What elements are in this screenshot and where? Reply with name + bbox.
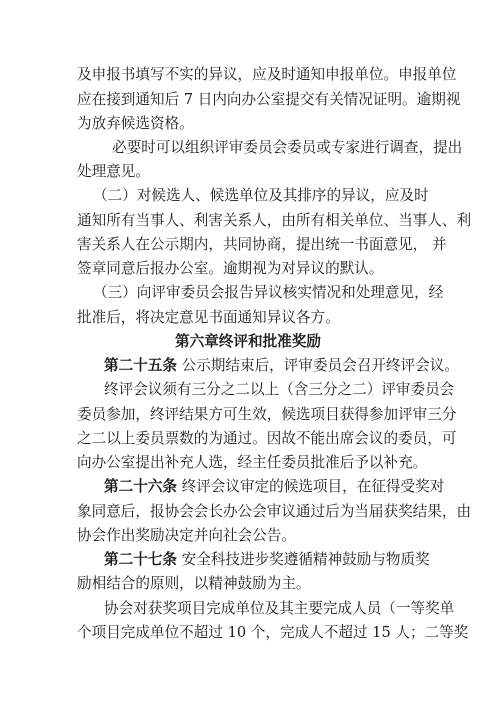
paragraph-line: 委员参加，终评结果方可生效，候选项目获得参加评审三分 xyxy=(77,406,457,423)
paragraph-line: 协会对获奖项目完成单位及其主要完成人员（一等奖单 xyxy=(104,600,455,617)
paragraph-line: 及申报书填写不实的异议，应及时通知申报单位。申报单位 xyxy=(77,66,457,83)
article-text: 终评会议审定的候选项目，在征得受奖对 xyxy=(176,478,445,495)
chapter-heading: 第六章终评和批准奖励 xyxy=(175,333,321,350)
paragraph-line: 为放弃候选资格。 xyxy=(77,115,194,132)
paragraph-line: （二）对候选人、候选单位及其排序的异议，应及时 xyxy=(93,187,429,204)
paragraph-line: 应在接到通知后 7 日内向办公室提交有关情况证明。逾期视 xyxy=(77,91,461,108)
paragraph-line: 协会作出奖励决定并向社会公告。 xyxy=(77,527,296,544)
article-number: 第二十五条 xyxy=(104,357,177,374)
paragraph-line: 之二以上委员票数的为通过。因故不能出席会议的委员，可 xyxy=(77,430,457,447)
paragraph-line: 通知所有当事人、利害关系人，由所有相关单位、当事人、利 xyxy=(77,212,472,229)
article-line xyxy=(0,478,496,496)
paragraph-line: 害关系人在公示期内，共同协商，提出统一书面意见， 并 xyxy=(77,236,447,253)
paragraph-line: 个项目完成单位不超过 10 个，完成人不超过 15 人；二等奖 xyxy=(77,624,469,641)
paragraph-line: （三）向评审委员会报告异议核实情况和处理意见，经 xyxy=(93,284,444,301)
article-text: 公示期结束后，评审委员会召开终评会议。 xyxy=(176,357,459,374)
paragraph-line: 励相结合的原则，以精神鼓励为主。 xyxy=(77,575,311,592)
paragraph-line: 终评会议须有三分之二以上（含三分之二）评审委员会 xyxy=(104,381,455,398)
article-number: 第二十七条 xyxy=(104,551,177,568)
article-number: 第二十六条 xyxy=(104,478,177,495)
article-line xyxy=(0,357,496,375)
paragraph-line: 处理意见。 xyxy=(77,163,150,180)
paragraph-line: 签章同意后报办公室。逾期视为对异议的默认。 xyxy=(77,260,384,277)
paragraph-line: 象同意后，报协会会长办公会审议通过后为当届获奖结果，由 xyxy=(77,503,472,520)
paragraph-line: 必要时可以组织评审委员会委员或专家进行调查，提出 xyxy=(112,139,463,156)
article-text: 安全科技进步奖遵循精神鼓励与物质奖 xyxy=(176,551,430,568)
paragraph-line: 向办公室提出补充人选，经主任委员批准后予以补充。 xyxy=(77,454,428,471)
paragraph-line: 批准后，将决定意见书面通知异议各方。 xyxy=(77,309,340,326)
article-line xyxy=(0,551,496,569)
